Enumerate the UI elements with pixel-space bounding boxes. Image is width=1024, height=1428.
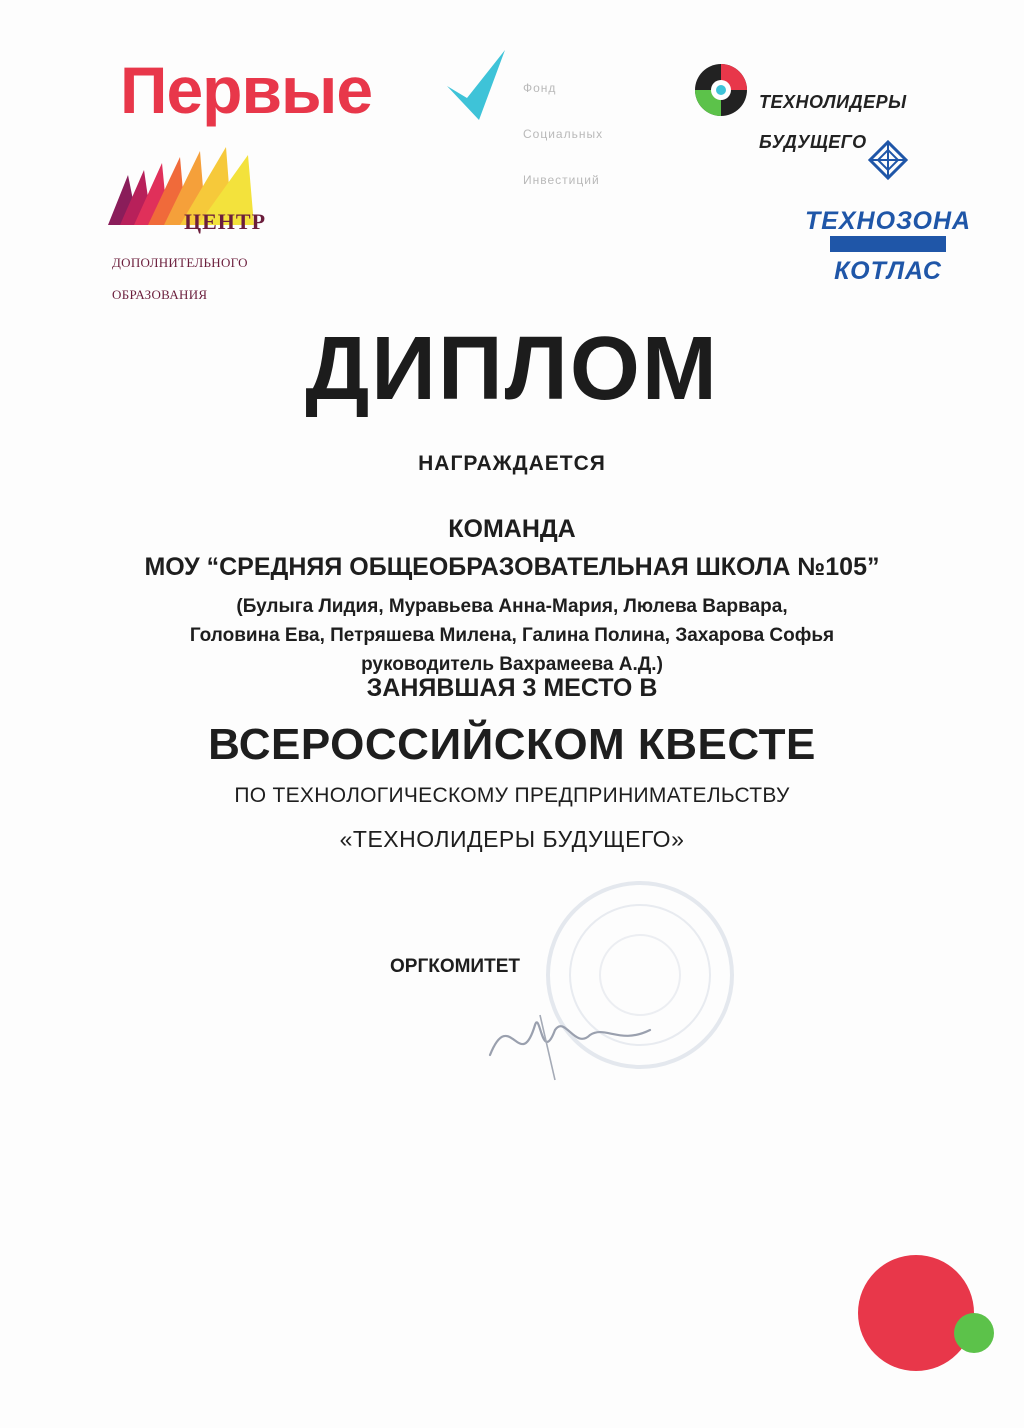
pervye-logo: Первые [120,53,373,127]
diploma-title: ДИПЛОМ [305,319,719,419]
center-title: ЦЕНТР [184,209,267,234]
technozona-line-2: КОТЛАС [834,257,942,285]
quest-topic: ПО ТЕХНОЛОГИЧЕСКОМУ ПРЕДПРИНИМАТЕЛЬСТВУ [234,784,790,807]
decorative-dots [850,1255,1000,1405]
quest-name: «ТЕХНОЛИДЕРЫ БУДУЩЕГО» [339,826,685,852]
center-sub-line-2: ОБРАЗОВАНИЯ [112,287,208,302]
technoleaders-logo [693,62,983,152]
globe-icon [693,62,749,118]
signature [480,995,660,1085]
team-members [0,592,1024,679]
technoleaders-line-2: БУДУЩЕГО [759,132,867,152]
technozona-logo [798,140,978,285]
awarded-label: НАГРАЖДАЕТСЯ [418,452,606,475]
technoleaders-line-1: ТЕХНОЛИДЕРЫ [759,92,907,112]
members-line-3: руководитель Вахрамеева А.Д.) [361,654,663,675]
technozona-emblem-icon [798,140,978,184]
place-label: ЗАНЯВШАЯ 3 МЕСТО В [366,674,658,702]
school-name: МОУ “СРЕДНЯЯ ОБЩЕОБРАЗОВАТЕЛЬНАЯ ШКОЛА №105” [144,553,880,581]
fond-line-3: Инвестиций [523,173,600,187]
fond-logo-text [523,54,603,192]
quest-title: ВСЕРОССИЙСКОМ КВЕСТЕ [208,720,816,769]
technozona-bar [830,236,946,252]
members-line-2: Головина Ева, Петряшева Милена, Галина Полина, Захарова Софья [189,625,835,646]
organizer-label: ОРГКОМИТЕТ [390,956,520,977]
fond-check-icon [445,48,515,128]
fond-line-2: Социальных [523,127,604,141]
team-label: КОМАНДА [448,515,576,543]
center-logo [108,145,308,302]
center-sub-line-1: ДОПОЛНИТЕЛЬНОГО [112,255,248,270]
technozona-line-1: ТЕХНОЗОНА [804,207,972,235]
fond-logo [445,48,655,187]
fond-line-1: Фонд [523,81,557,95]
members-line-1: (Булыга Лидия, Муравьева Анна-Мария, Люлева Варвара, [236,596,788,617]
